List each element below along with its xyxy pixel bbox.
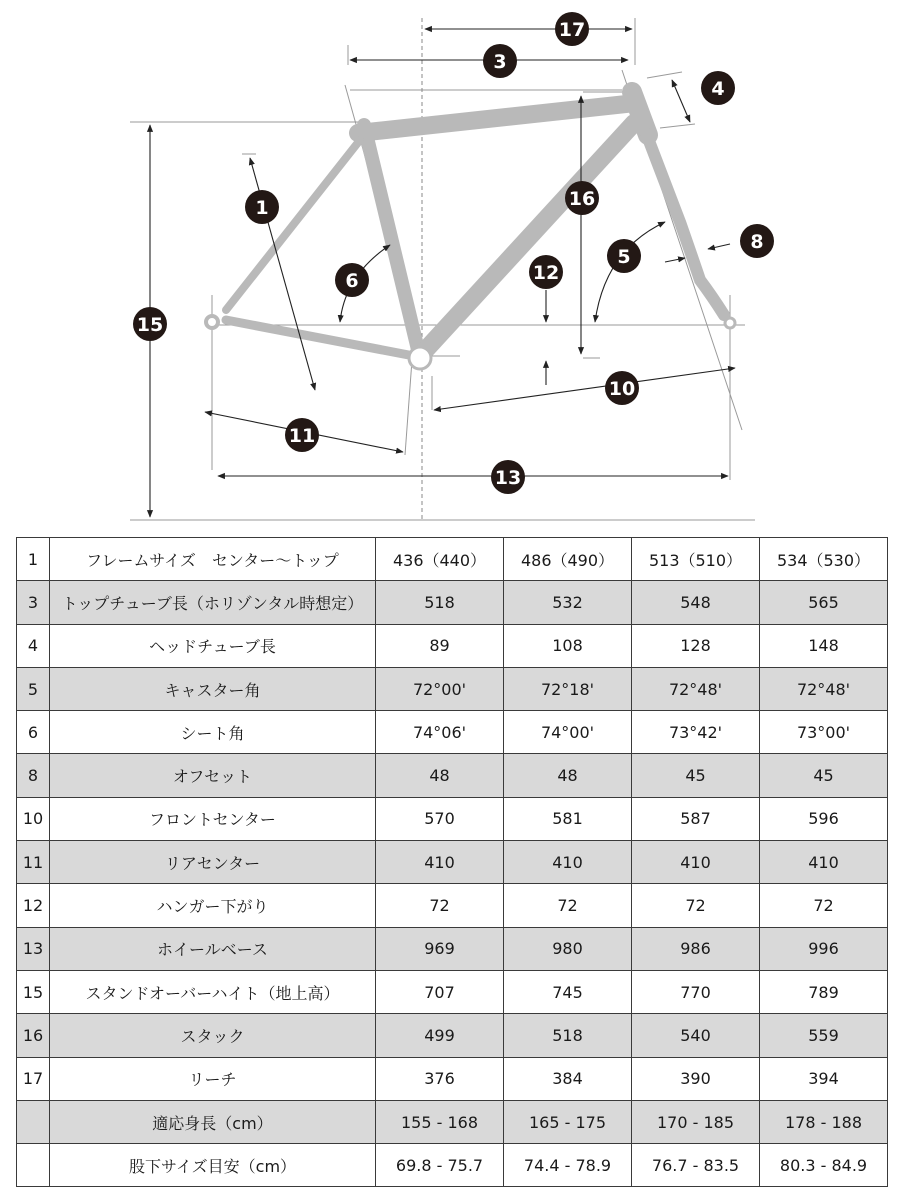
svg-text:16: 16 — [568, 188, 596, 210]
table-row — [17, 538, 888, 581]
row-label: トップチューブ長（ホリゾンタル時想定） — [50, 581, 376, 624]
row-label: リアセンター — [50, 841, 376, 884]
row-label: スタンドオーバーハイト（地上高） — [50, 970, 376, 1013]
size-value: 518 — [504, 1014, 632, 1057]
row-label: 適応身長（cm） — [50, 1100, 376, 1143]
svg-text:1: 1 — [255, 197, 269, 219]
size-value: 581 — [504, 797, 632, 840]
size-value: 74°06' — [376, 711, 504, 754]
table-row — [17, 927, 888, 970]
row-number — [17, 1100, 50, 1143]
size-value: 570 — [376, 797, 504, 840]
size-value: 596 — [760, 797, 888, 840]
top-tube — [358, 103, 636, 133]
table-row — [17, 754, 888, 797]
row-number: 3 — [17, 581, 50, 624]
size-value: 410 — [632, 841, 760, 884]
row-label: キャスター角 — [50, 667, 376, 710]
size-value: 45 — [632, 754, 760, 797]
size-value: 540 — [632, 1014, 760, 1057]
svg-text:3: 3 — [493, 51, 507, 73]
size-value: 73°42' — [632, 711, 760, 754]
svg-text:17: 17 — [558, 19, 586, 41]
size-value: 980 — [504, 927, 632, 970]
svg-text:13: 13 — [494, 467, 522, 489]
size-value: 72°48' — [632, 667, 760, 710]
row-number: 15 — [17, 970, 50, 1013]
bicycle-frame — [226, 92, 724, 358]
geometry-table-body — [17, 538, 888, 1187]
row-label: ハンガー下がり — [50, 884, 376, 927]
size-value: 390 — [632, 1057, 760, 1100]
size-value: 165 - 175 — [504, 1100, 632, 1143]
row-number: 11 — [17, 841, 50, 884]
table-row — [17, 797, 888, 840]
marker-4 — [701, 71, 735, 105]
marker-6 — [335, 263, 369, 297]
size-value: 72 — [376, 884, 504, 927]
geometry-table — [16, 537, 888, 1187]
row-label: シート角 — [50, 711, 376, 754]
row-label: ヘッドチューブ長 — [50, 624, 376, 667]
size-value: 72°18' — [504, 667, 632, 710]
size-value: 74°00' — [504, 711, 632, 754]
size-value: 76.7 - 83.5 — [632, 1144, 760, 1187]
size-value: 72 — [760, 884, 888, 927]
size-value: 170 - 185 — [632, 1100, 760, 1143]
size-value: 128 — [632, 624, 760, 667]
row-number: 12 — [17, 884, 50, 927]
size-value: 155 - 168 — [376, 1100, 504, 1143]
row-label: スタック — [50, 1014, 376, 1057]
size-value: 410 — [760, 841, 888, 884]
size-value: 532 — [504, 581, 632, 624]
marker-15 — [133, 307, 167, 341]
front-dropout — [725, 318, 735, 328]
marker-5 — [607, 239, 641, 273]
row-number: 6 — [17, 711, 50, 754]
table-row — [17, 711, 888, 754]
size-value: 73°00' — [760, 711, 888, 754]
svg-text:5: 5 — [617, 246, 631, 268]
table-row — [17, 1144, 888, 1187]
table-row — [17, 624, 888, 667]
marker-10 — [605, 371, 639, 405]
size-value: 969 — [376, 927, 504, 970]
svg-text:10: 10 — [608, 378, 636, 400]
rear-dropout — [206, 316, 218, 328]
svg-text:11: 11 — [288, 425, 316, 447]
marker-3 — [483, 44, 517, 78]
size-value: 486（490） — [504, 538, 632, 581]
marker-8 — [740, 224, 774, 258]
marker-13 — [491, 460, 525, 494]
marker-17 — [555, 12, 589, 46]
svg-text:15: 15 — [136, 314, 164, 336]
table-row — [17, 1100, 888, 1143]
marker-12 — [529, 255, 563, 289]
marker-1 — [245, 190, 279, 224]
size-value: 74.4 - 78.9 — [504, 1144, 632, 1187]
size-value: 499 — [376, 1014, 504, 1057]
size-value: 72 — [632, 884, 760, 927]
size-value: 45 — [760, 754, 888, 797]
size-value: 518 — [376, 581, 504, 624]
size-value: 384 — [504, 1057, 632, 1100]
row-number: 5 — [17, 667, 50, 710]
size-value: 534（530） — [760, 538, 888, 581]
size-value: 148 — [760, 624, 888, 667]
size-value: 80.3 - 84.9 — [760, 1144, 888, 1187]
reference-lines — [130, 18, 755, 520]
table-row — [17, 970, 888, 1013]
svg-text:12: 12 — [532, 262, 560, 284]
size-value: 996 — [760, 927, 888, 970]
size-value: 72 — [504, 884, 632, 927]
size-value: 410 — [376, 841, 504, 884]
size-value: 789 — [760, 970, 888, 1013]
size-value: 707 — [376, 970, 504, 1013]
row-number: 16 — [17, 1014, 50, 1057]
row-number — [17, 1144, 50, 1187]
bottom-bracket — [409, 347, 431, 369]
size-value: 986 — [632, 927, 760, 970]
dimension-lines — [150, 29, 735, 517]
row-number: 17 — [17, 1057, 50, 1100]
size-value: 394 — [760, 1057, 888, 1100]
marker-11 — [285, 418, 319, 452]
size-value: 770 — [632, 970, 760, 1013]
row-label: 股下サイズ目安（cm） — [50, 1144, 376, 1187]
size-value: 376 — [376, 1057, 504, 1100]
size-value: 48 — [376, 754, 504, 797]
row-number: 13 — [17, 927, 50, 970]
svg-text:8: 8 — [750, 231, 764, 253]
size-value: 410 — [504, 841, 632, 884]
size-value: 72°48' — [760, 667, 888, 710]
table-row — [17, 841, 888, 884]
row-number: 8 — [17, 754, 50, 797]
size-value: 108 — [504, 624, 632, 667]
size-value: 548 — [632, 581, 760, 624]
table-row — [17, 667, 888, 710]
frame-geometry-diagram — [0, 0, 900, 530]
marker-16 — [565, 181, 599, 215]
size-value: 587 — [632, 797, 760, 840]
svg-text:6: 6 — [345, 270, 359, 292]
size-value: 89 — [376, 624, 504, 667]
row-label: フレームサイズ センター〜トップ — [50, 538, 376, 581]
row-label: ホイールベース — [50, 927, 376, 970]
table-row — [17, 581, 888, 624]
size-value: 513（510） — [632, 538, 760, 581]
down-tube — [420, 123, 634, 356]
row-label: オフセット — [50, 754, 376, 797]
size-value: 436（440） — [376, 538, 504, 581]
size-value: 745 — [504, 970, 632, 1013]
row-label: フロントセンター — [50, 797, 376, 840]
svg-text:4: 4 — [711, 78, 725, 100]
table-row — [17, 1057, 888, 1100]
row-number: 4 — [17, 624, 50, 667]
row-number: 10 — [17, 797, 50, 840]
size-value: 559 — [760, 1014, 888, 1057]
size-value: 72°00' — [376, 667, 504, 710]
size-value: 48 — [504, 754, 632, 797]
row-label: リーチ — [50, 1057, 376, 1100]
fork — [646, 133, 724, 315]
size-value: 69.8 - 75.7 — [376, 1144, 504, 1187]
size-value: 565 — [760, 581, 888, 624]
table-row — [17, 1014, 888, 1057]
size-value: 178 - 188 — [760, 1100, 888, 1143]
table-row — [17, 884, 888, 927]
row-number: 1 — [17, 538, 50, 581]
seat-tube — [364, 125, 420, 358]
